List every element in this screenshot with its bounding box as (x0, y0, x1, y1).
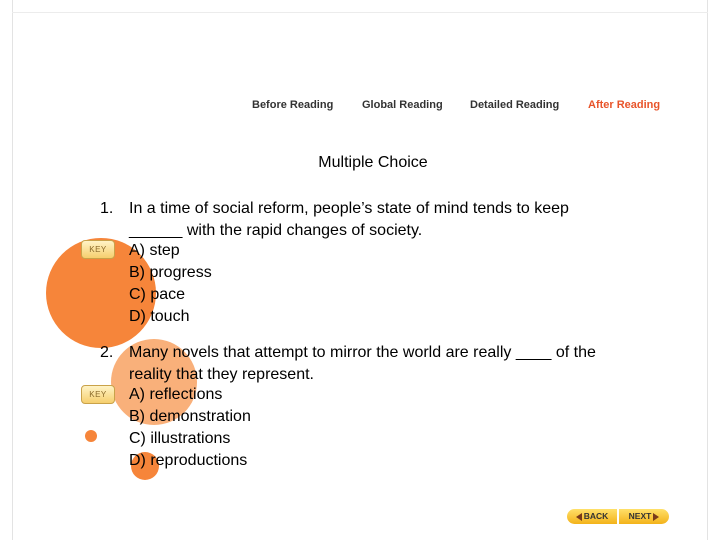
frame-line-right (707, 0, 708, 540)
tab-before-reading[interactable]: Before Reading (252, 99, 334, 111)
question-stem-line: Many novels that attempt to mirror the world are really ____ of the (129, 344, 596, 361)
tab-global-reading[interactable]: Global Reading (362, 99, 443, 111)
option-a[interactable]: A) reflections (129, 386, 223, 403)
option-b[interactable]: B) demonstration (129, 408, 251, 425)
next-button[interactable] (619, 509, 669, 524)
question-stem-line: ______ with the rapid changes of society. (129, 222, 423, 239)
option-d[interactable]: D) reproductions (129, 452, 248, 469)
option-a[interactable]: A) step (129, 242, 180, 259)
arrow-left-icon (576, 513, 582, 521)
back-button-label: BACK (583, 511, 609, 521)
question-number: 2. (100, 344, 114, 361)
option-c[interactable]: C) pace (129, 286, 186, 303)
arrow-right-icon (653, 513, 659, 521)
page-title: Multiple Choice (318, 154, 428, 171)
option-c[interactable]: C) illustrations (129, 430, 231, 447)
next-button-label: NEXT (628, 511, 652, 521)
question-stem-line: In a time of social reform, people’s state of mind tends to keep (129, 200, 569, 217)
back-button[interactable] (567, 509, 617, 524)
tab-after-reading[interactable]: After Reading (588, 99, 661, 111)
question-stem-line: reality that they represent. (129, 366, 314, 383)
tab-detailed-reading[interactable]: Detailed Reading (470, 99, 560, 111)
option-b[interactable]: B) progress (129, 264, 212, 281)
frame-line-left (12, 0, 13, 540)
answer-key-button[interactable]: KEY (81, 385, 115, 404)
decor-circle-dot (85, 430, 97, 442)
option-d[interactable]: D) touch (129, 308, 190, 325)
frame-line-top (12, 12, 708, 13)
answer-key-button[interactable]: KEY (81, 240, 115, 259)
question-number: 1. (100, 200, 114, 217)
